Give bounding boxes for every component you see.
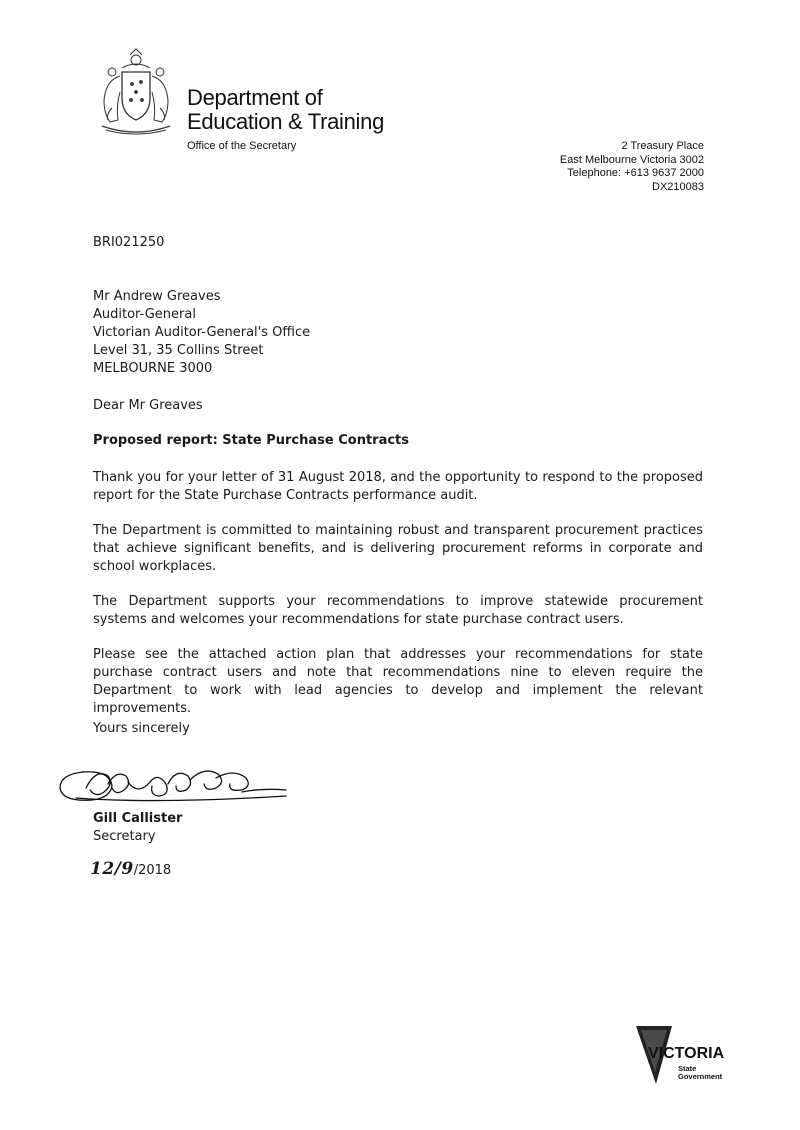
logo-line-government: Government [678,1072,723,1081]
closing: Yours sincerely [93,721,190,736]
date-separator: / [133,863,139,878]
logo-line-state: State [678,1064,697,1073]
address-line-telephone: Telephone: +613 9637 2000 [567,167,704,179]
date-handwritten: 12/9 [90,859,134,879]
subject-line: Proposed report: State Purchase Contracts [93,433,410,448]
recipient-organisation: Victorian Auditor-General's Office [93,325,311,340]
salutation: Dear Mr Greaves [93,398,203,413]
logo-wordmark: VICTORIA [648,1045,725,1062]
office-name: Office of the Secretary [187,140,297,152]
signer-name: Gill Callister [93,811,183,826]
body-paragraph: Thank you for your letter of 31 August 2018, and the opportunity to respond to the proposed report for the State Purchase Contracts performance audit. [93,470,703,503]
department-name [187,86,384,134]
recipient-street: Level 31, 35 Collins Street [93,343,264,358]
letter-body [93,469,703,735]
sender-address [560,140,704,194]
body-paragraph: The Department is committed to maintaining robust and transparent procurement practices that achieve significant benefits, and is delivering procurement reforms in corporate and school workplaces. [93,523,703,574]
signature-icon [56,758,296,808]
signature-date [90,860,171,880]
coat-of-arms-icon [92,46,180,138]
recipient-address [93,288,310,378]
recipient-position: Auditor-General [93,307,196,322]
recipient-city: MELBOURNE 3000 [93,361,213,376]
address-line-street: 2 Treasury Place [621,140,704,152]
recipient-name: Mr Andrew Greaves [93,289,221,304]
address-line-dx: DX210083 [652,180,704,193]
body-paragraph: The Department supports your recommendations to improve statewide procurement systems and welcomes your recommendations for state purchase contract users. [93,594,703,627]
body-paragraph: Please see the attached action plan that addresses your recommendations for state purchase contract users and note that recommendations nine to eleven require the Department to work with lead agencies to develop and implement the relevant improvements. [93,647,703,716]
department-name-line2: Education & Training [187,109,385,134]
address-line-suburb: East Melbourne Victoria 3002 [559,153,704,166]
date-printed-year: 2018 [138,863,172,878]
signer-title: Secretary [93,829,156,844]
department-name-line1: Department of [187,85,323,110]
victoria-state-government-logo [636,1026,736,1084]
reference-number: BRI021250 [93,235,165,250]
